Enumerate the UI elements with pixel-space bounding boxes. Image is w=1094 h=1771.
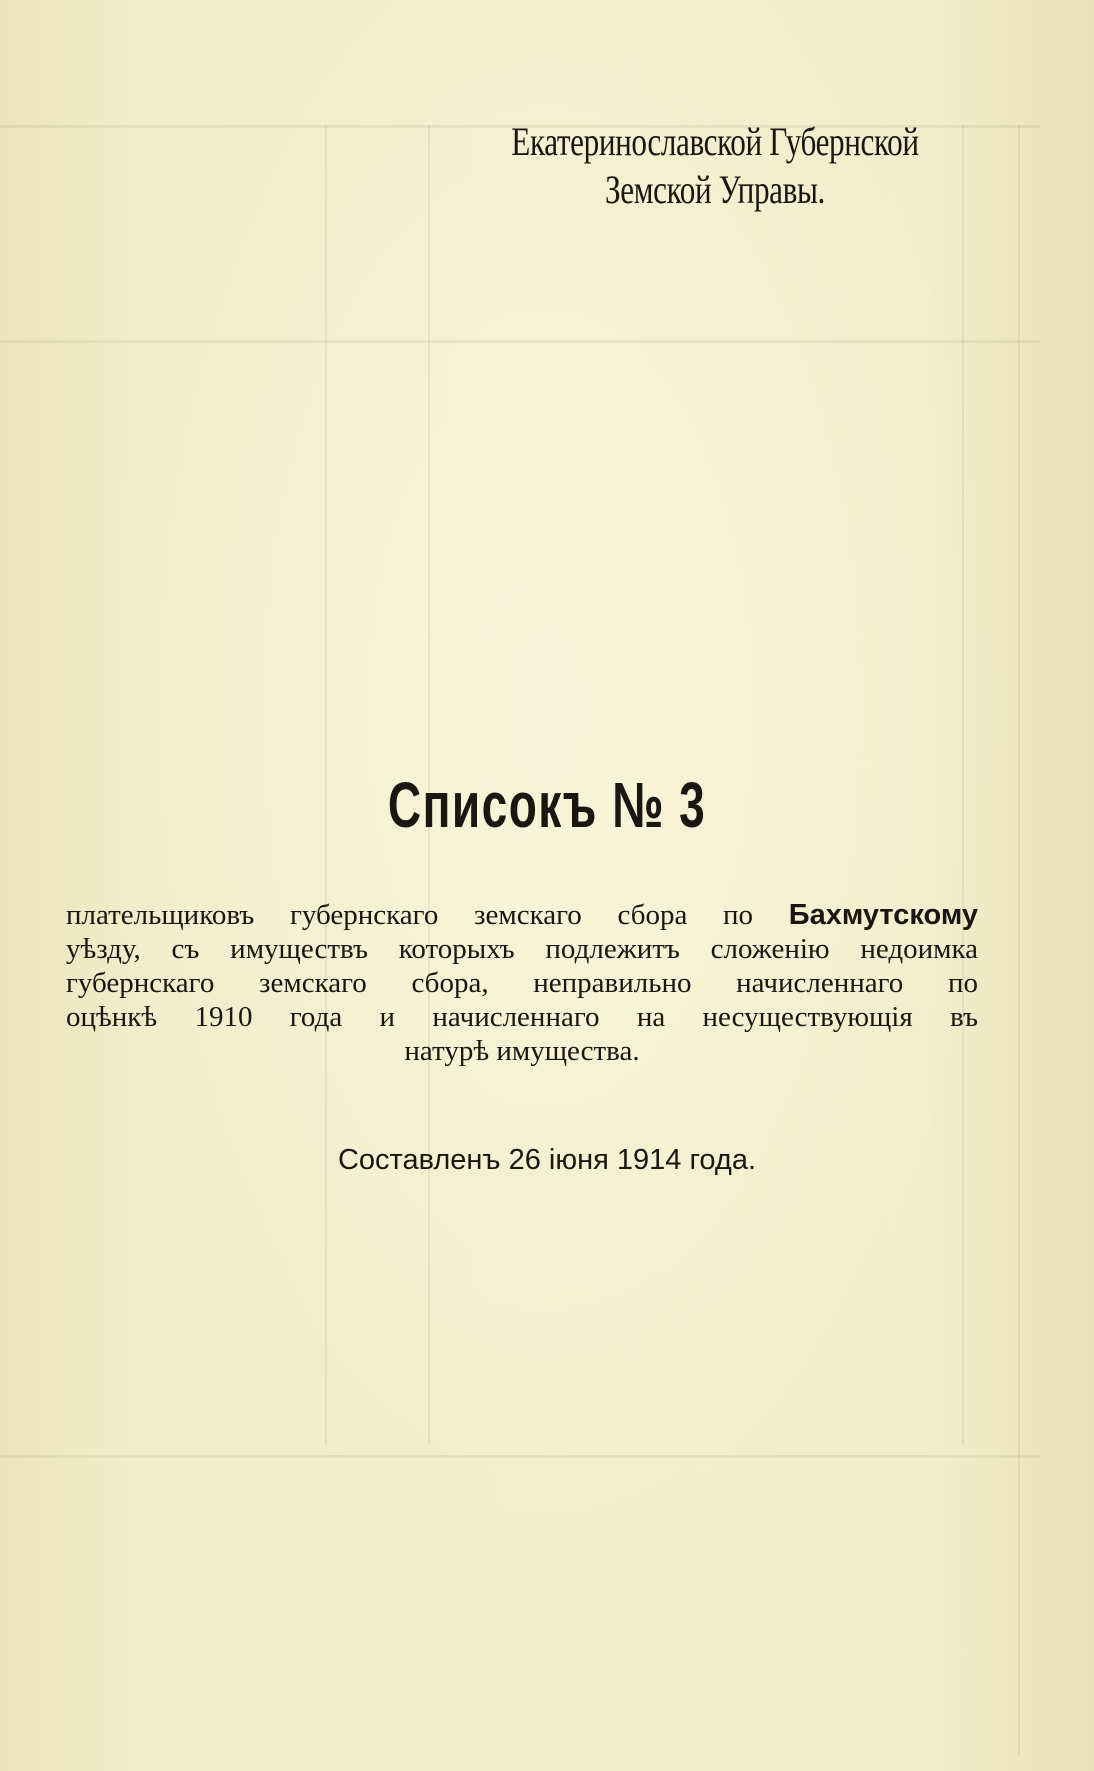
description-line-1-text: плательщиковъ губернскаго земскаго сбора по	[66, 899, 754, 931]
list-title-text: Списокъ № 3	[387, 769, 707, 841]
list-title	[0, 770, 1094, 840]
description-line-2: уѣзду, съ имуществъ которыхъ подлежитъ сложенію недоимка	[66, 933, 978, 965]
district-name: Бахмутскому	[788, 899, 979, 931]
description-line-4: оцѣнкѣ 1910 года и начисленнаго на несуществующія въ	[66, 1001, 978, 1033]
ghost-rule	[1018, 125, 1020, 1755]
compiled-date: Составленъ 26 іюня 1914 года.	[337, 1144, 757, 1176]
ghost-rule	[0, 340, 1040, 343]
issuer-header	[504, 118, 925, 214]
description-line-5: натурѣ имущества.	[404, 1035, 640, 1067]
issuer-line-1: Екатеринославской Губернской	[511, 119, 919, 164]
issuer-line-2: Земской Управы.	[605, 167, 825, 212]
list-description	[66, 898, 978, 1068]
ghost-rule	[0, 1455, 1040, 1458]
description-line-1	[66, 898, 978, 932]
description-line-3: губернскаго земскаго сбора, неправильно начисленнаго по	[66, 967, 978, 999]
